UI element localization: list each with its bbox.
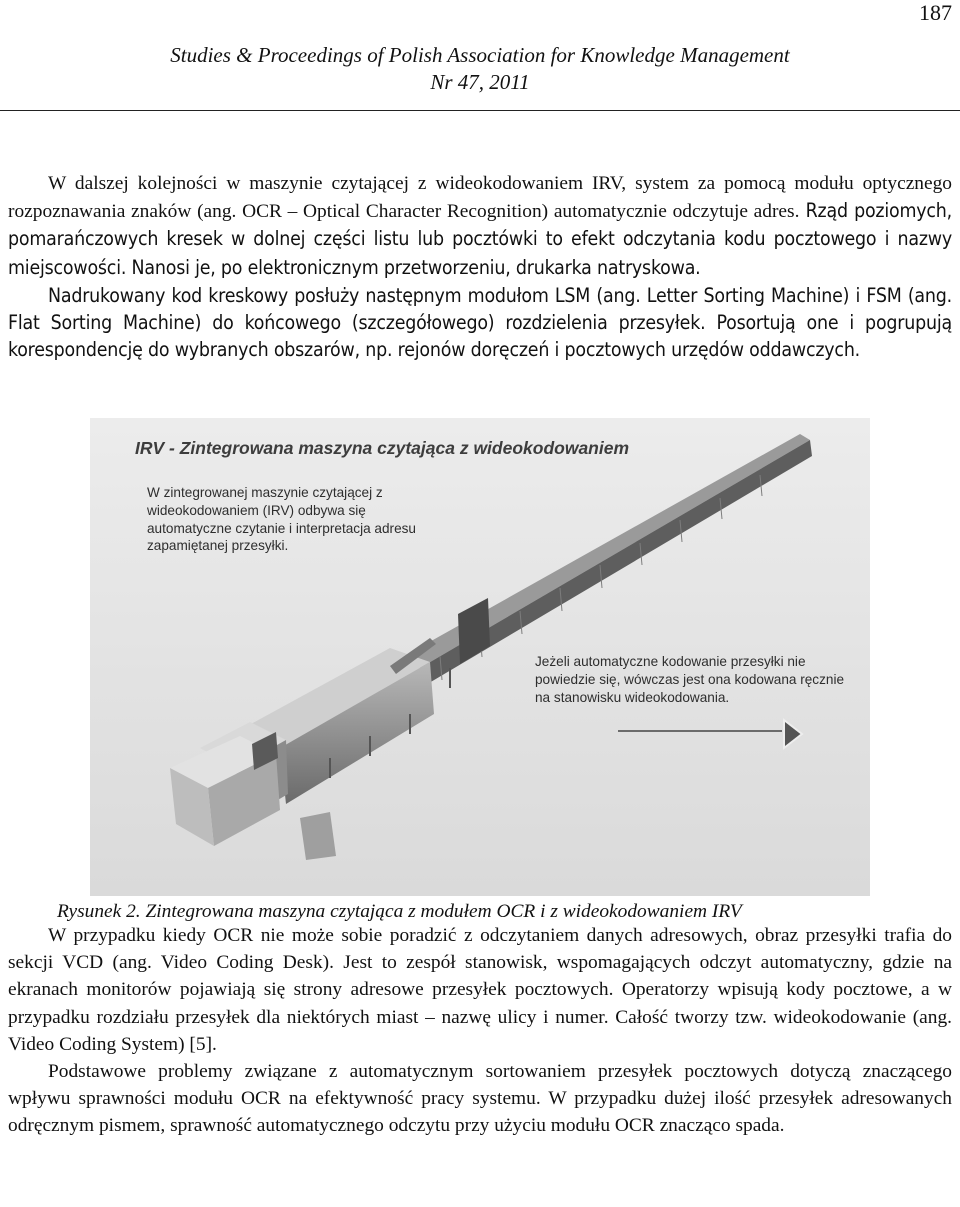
paragraph-4: Podstawowe problemy związane z automatycznym sortowaniem przesyłek pocztowych dotyczą znaczącego wpływu sprawności modułu OCR na efektywność pracy systemu. W przypadku dużej ilość przesyłek adresowanych odręcznym pismem, sprawność automatycznego odczytu przy użyciu modułu OCR znacząco spada. <box>8 1061 952 1137</box>
journal-header <box>0 42 960 96</box>
paragraph-3: W przypadku kiedy OCR nie może sobie poradzić z odczytaniem danych adresowych, obraz przesyłki trafia do sekcji VCD (ang. Video Coding Desk). Jest to zespół stanowisk, wspomagających odczyt automatyczny, gdzie na ekranach monitorów pojawiają się strony adresowe przesyłek pocztowych. Operatorzy wpisują kody pocztowe, a w przypadku rozdziału przesyłek dla niektórych miast – nazwę ulicy i numer. Całość tworzy tzw. wideokodowanie (ang. Video Coding System) [5]. <box>8 925 952 1055</box>
body-text-top <box>8 170 952 363</box>
figure-note: Jeżeli automatyczne kodowanie przesyłki nie powiedzie się, wówczas jest ona kodowana ręcznie na stanowisku wideokodowania. <box>535 654 845 705</box>
paragraph-1-serif: W dalszej kolejności w maszynie czytającej z wideokodowaniem IRV, system za pomocą modułu optycznego rozpoznawania znaków (ang. OCR – Optical Character Recognition) automatycznie odczytuje adres. <box>8 173 952 223</box>
page-number: 187 <box>919 0 952 25</box>
header-divider <box>0 110 960 111</box>
paragraph-1-sans: Rząd poziomych, pomarańczowych kresek w dolnej części listu lub pocztówki to efekt odczytania kodu pocztowego i nazwy miejscowości. Nanosi je, po elektronicznym przetworzeniu, drukarka natryskowa. <box>8 199 952 279</box>
paragraph-1 <box>8 170 952 282</box>
paragraph-2: Nadrukowany kod kreskowy posłuży następnym modułom LSM (ang. Letter Sorting Machine) i FSM (ang. Flat Sorting Machine) do końcowego (szczegółowego) rozdzielenia przesyłek. Posortują one i pogrupują korespondencję do wybranych obszarów, np. rejonów doręczeń i pocztowych urzędów oddawczych. <box>8 283 952 362</box>
journal-issue: Nr 47, 2011 <box>430 70 530 94</box>
figure-description: W zintegrowanej maszynie czytającej z wideokodowaniem (IRV) odbywa się automatyczne czytanie i interpretacja adresu zapamiętanej przesyłki. <box>147 485 416 554</box>
journal-title: Studies & Proceedings of Polish Association for Knowledge Management <box>170 43 790 67</box>
body-text-bottom <box>8 922 952 1140</box>
figure-irv-machine <box>90 418 870 896</box>
figure-title: IRV - Zintegrowana maszyna czytająca z wideokodowaniem <box>135 438 630 458</box>
figure-caption: Rysunek 2. Zintegrowana maszyna czytająca z modułem OCR i z wideokodowaniem IRV <box>57 901 742 922</box>
